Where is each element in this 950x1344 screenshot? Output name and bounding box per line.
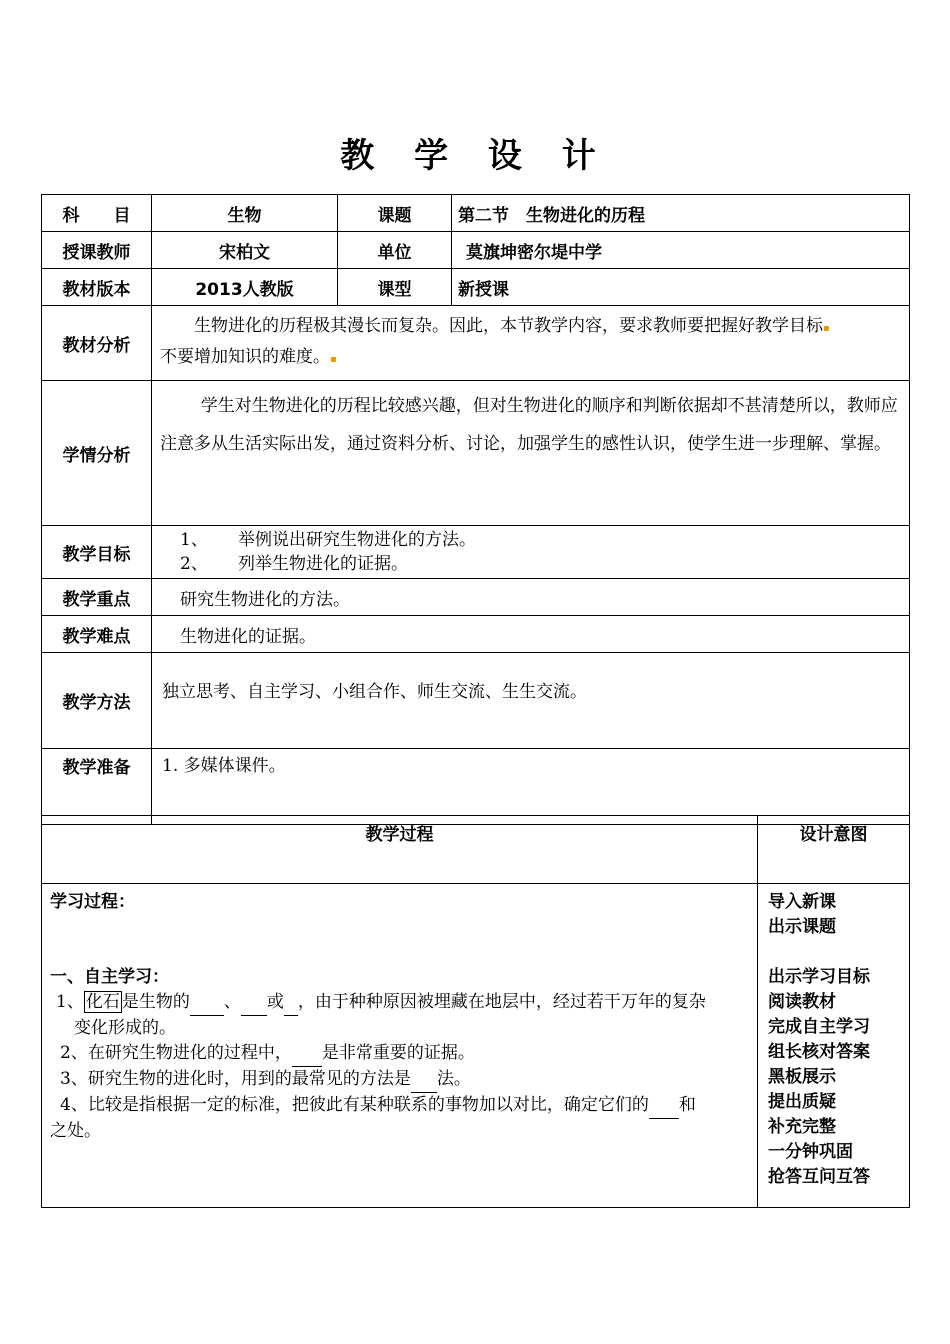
process-heading: 学习过程： <box>50 892 135 912</box>
intent-item: 提出质疑 <box>768 1092 836 1112</box>
unit-value: 莫旗坤密尔堤中学 <box>452 232 910 269</box>
student-label: 学情分析 <box>42 381 152 526</box>
intent-item: 一分钟巩固 <box>768 1142 853 1162</box>
type-value: 新授课 <box>452 269 910 306</box>
question-3: 3、研究生物的进化时，用到的最常见的方法是 法。 <box>50 1067 749 1093</box>
key-text: 研究生物进化的方法。 <box>152 579 910 616</box>
intent-item: 出示课题 <box>768 917 836 937</box>
type-label: 课型 <box>338 269 452 306</box>
intent-item: 导入新课 <box>768 892 836 912</box>
intent-header: 设计意图 <box>758 816 910 884</box>
intent-item: 阅读教材 <box>768 992 836 1012</box>
process-content <box>42 884 758 1208</box>
intent-item: 黑板展示 <box>768 1067 836 1087</box>
edition-label: 教材版本 <box>42 269 152 306</box>
subject-label: 科 目 <box>42 195 152 232</box>
question-2: 2、在研究生物进化的过程中， 是非常重要的证据。 <box>50 1041 749 1067</box>
goal-item: 1、 举例说出研究生物进化的方法。 <box>180 530 476 550</box>
material-text: 生物进化的历程极其漫长而复杂。因此，本节教学内容，要求教师要把握好教学目标▪ 不要增加知识的难度。▪ <box>152 306 910 381</box>
material-line-1: 生物进化的历程极其漫长而复杂。因此，本节教学内容，要求教师要把握好教学目标 <box>194 316 823 336</box>
part1-heading: 一、自主学习： <box>50 967 169 987</box>
prep-label: 教学准备 <box>42 749 152 825</box>
student-text: 学生对生物进化的历程比较感兴趣，但对生物进化的顺序和判断依据却不甚清楚所以，教师应 注意多从生活实际出发，通过资料分析、讨论，加强学生的感性认识，使学生进一步理解、掌握。 <box>160 396 898 454</box>
process-header: 教学过程 <box>42 816 758 884</box>
question-4-cont: 之处。 <box>50 1121 101 1141</box>
prep-text: 1. 多媒体课件。 <box>152 749 910 825</box>
intent-item: 完成自主学习 <box>768 1017 870 1037</box>
question-1: 1、 化石 是生物的 、 或 ，由于种种原因被埋藏在地层中，经过若干万年的复杂 <box>50 990 749 1016</box>
subject-value: 生物 <box>152 195 338 232</box>
info-table <box>41 194 910 825</box>
method-text: 独立思考、自主学习、小组合作、师生交流、生生交流。 <box>152 653 910 749</box>
difficult-text: 生物进化的证据。 <box>152 616 910 653</box>
question-1-cont: 变化形成的。 <box>74 1018 176 1038</box>
topic-label: 课题 <box>338 195 452 232</box>
page-title: 教 学 设 计 <box>340 136 610 176</box>
intent-item: 组长核对答案 <box>768 1042 870 1062</box>
process-table <box>41 815 910 1208</box>
intent-list <box>758 884 910 1208</box>
material-line-2: 不要增加知识的难度。 <box>160 347 330 367</box>
teacher-label: 授课教师 <box>42 232 152 269</box>
material-label: 教材分析 <box>42 306 152 381</box>
difficult-label: 教学难点 <box>42 616 152 653</box>
topic-value: 第二节 生物进化的历程 <box>452 195 910 232</box>
goal-list <box>152 526 910 579</box>
edition-value: 2013人教版 <box>152 269 338 306</box>
intent-item: 抢答互问互答 <box>768 1167 870 1187</box>
question-4: 4、比较是指根据一定的标准，把彼此有某种联系的事物加以对比，确定它们的 和 <box>50 1093 749 1119</box>
intent-item <box>768 940 901 965</box>
method-label: 教学方法 <box>42 653 152 749</box>
teacher-value: 宋柏文 <box>152 232 338 269</box>
goal-label: 教学目标 <box>42 526 152 579</box>
intent-item: 出示学习目标 <box>768 967 870 987</box>
key-label: 教学重点 <box>42 579 152 616</box>
goal-item: 2、 列举生物进化的证据。 <box>180 554 408 574</box>
intent-item: 补充完整 <box>768 1117 836 1137</box>
unit-label: 单位 <box>338 232 452 269</box>
